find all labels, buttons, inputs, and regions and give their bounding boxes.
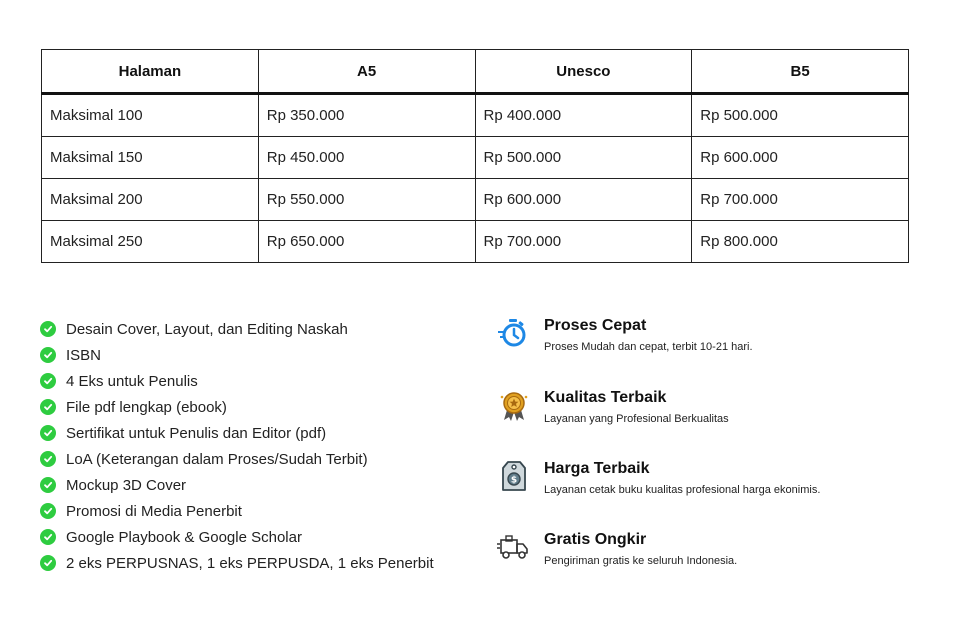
benefit-proses-cepat xyxy=(497,316,753,354)
table-row xyxy=(42,137,909,179)
benefit-title: Harga Terbaik xyxy=(544,460,650,477)
benefit-kualitas-terbaik xyxy=(497,388,729,426)
feature-text: Google Playbook & Google Scholar xyxy=(66,528,302,546)
feature-text: Sertifikat untuk Penulis dan Editor (pdf) xyxy=(66,424,327,442)
check-circle-icon xyxy=(40,529,56,545)
feature-text: 2 eks PERPUSNAS, 1 eks PERPUSDA, 1 eks Penerbit xyxy=(66,554,434,572)
feature-text: LoA (Keterangan dalam Proses/Sudah Terbit) xyxy=(66,450,368,468)
list-item xyxy=(40,446,460,472)
check-circle-icon xyxy=(40,477,56,493)
list-item xyxy=(40,550,460,576)
feature-text: Promosi di Media Penerbit xyxy=(66,502,242,520)
check-circle-icon xyxy=(40,555,56,571)
feature-text: Desain Cover, Layout, dan Editing Naskah xyxy=(66,320,348,338)
svg-text:$: $ xyxy=(510,475,518,486)
table-cell: Rp 450.000 xyxy=(258,137,475,179)
column-header: Halaman xyxy=(42,50,259,94)
feature-text: File pdf lengkap (ebook) xyxy=(66,398,227,416)
table-cell: Rp 600.000 xyxy=(692,137,909,179)
check-circle-icon xyxy=(40,399,56,415)
price-tag-icon xyxy=(497,459,531,493)
check-circle-icon xyxy=(40,347,56,363)
feature-list xyxy=(40,316,460,576)
benefit-title: Gratis Ongkir xyxy=(544,531,647,548)
column-header: Unesco xyxy=(475,50,692,94)
list-item xyxy=(40,420,460,446)
list-item xyxy=(40,368,460,394)
table-cell: Maksimal 200 xyxy=(42,179,259,221)
benefit-desc: Layanan yang Profesional Berkualitas xyxy=(544,413,729,425)
benefit-gratis-ongkir xyxy=(497,530,737,568)
check-circle-icon xyxy=(40,373,56,389)
list-item xyxy=(40,394,460,420)
delivery-truck-icon xyxy=(497,530,531,564)
table-cell: Rp 600.000 xyxy=(475,179,692,221)
benefit-desc: Proses Mudah dan cepat, terbit 10-21 hari. xyxy=(544,341,753,353)
list-item xyxy=(40,524,460,550)
list-item xyxy=(40,342,460,368)
feature-text: 4 Eks untuk Penulis xyxy=(66,372,198,390)
benefit-desc: Layanan cetak buku kualitas profesional harga ekonimis. xyxy=(544,484,821,496)
table-cell: Rp 400.000 xyxy=(475,94,692,137)
table-row xyxy=(42,179,909,221)
benefit-harga-terbaik xyxy=(497,459,820,497)
table-cell: Rp 650.000 xyxy=(258,221,475,263)
table-cell: Rp 500.000 xyxy=(692,94,909,137)
table-row xyxy=(42,94,909,137)
column-header: A5 xyxy=(258,50,475,94)
table-cell: Rp 700.000 xyxy=(475,221,692,263)
award-medal-icon xyxy=(497,388,531,422)
table-row xyxy=(42,221,909,263)
benefit-desc: Pengiriman gratis ke seluruh Indonesia. xyxy=(544,555,738,567)
table-cell: Rp 500.000 xyxy=(475,137,692,179)
benefit-title: Proses Cepat xyxy=(544,317,647,334)
list-item xyxy=(40,316,460,342)
table-cell: Maksimal 150 xyxy=(42,137,259,179)
benefit-title: Kualitas Terbaik xyxy=(544,389,667,406)
table-cell: Rp 350.000 xyxy=(258,94,475,137)
column-header: B5 xyxy=(692,50,909,94)
list-item xyxy=(40,498,460,524)
check-circle-icon xyxy=(40,503,56,519)
feature-text: Mockup 3D Cover xyxy=(66,476,187,494)
list-item xyxy=(40,472,460,498)
table-cell: Maksimal 250 xyxy=(42,221,259,263)
stopwatch-icon xyxy=(497,316,531,350)
check-circle-icon xyxy=(40,425,56,441)
table-header-row xyxy=(42,50,909,94)
check-circle-icon xyxy=(40,451,56,467)
table-cell: Rp 700.000 xyxy=(692,179,909,221)
price-table xyxy=(41,49,909,263)
table-cell: Maksimal 100 xyxy=(42,94,259,137)
table-cell: Rp 800.000 xyxy=(692,221,909,263)
feature-text: ISBN xyxy=(66,346,102,364)
table-cell: Rp 550.000 xyxy=(258,179,475,221)
check-circle-icon xyxy=(40,321,56,337)
